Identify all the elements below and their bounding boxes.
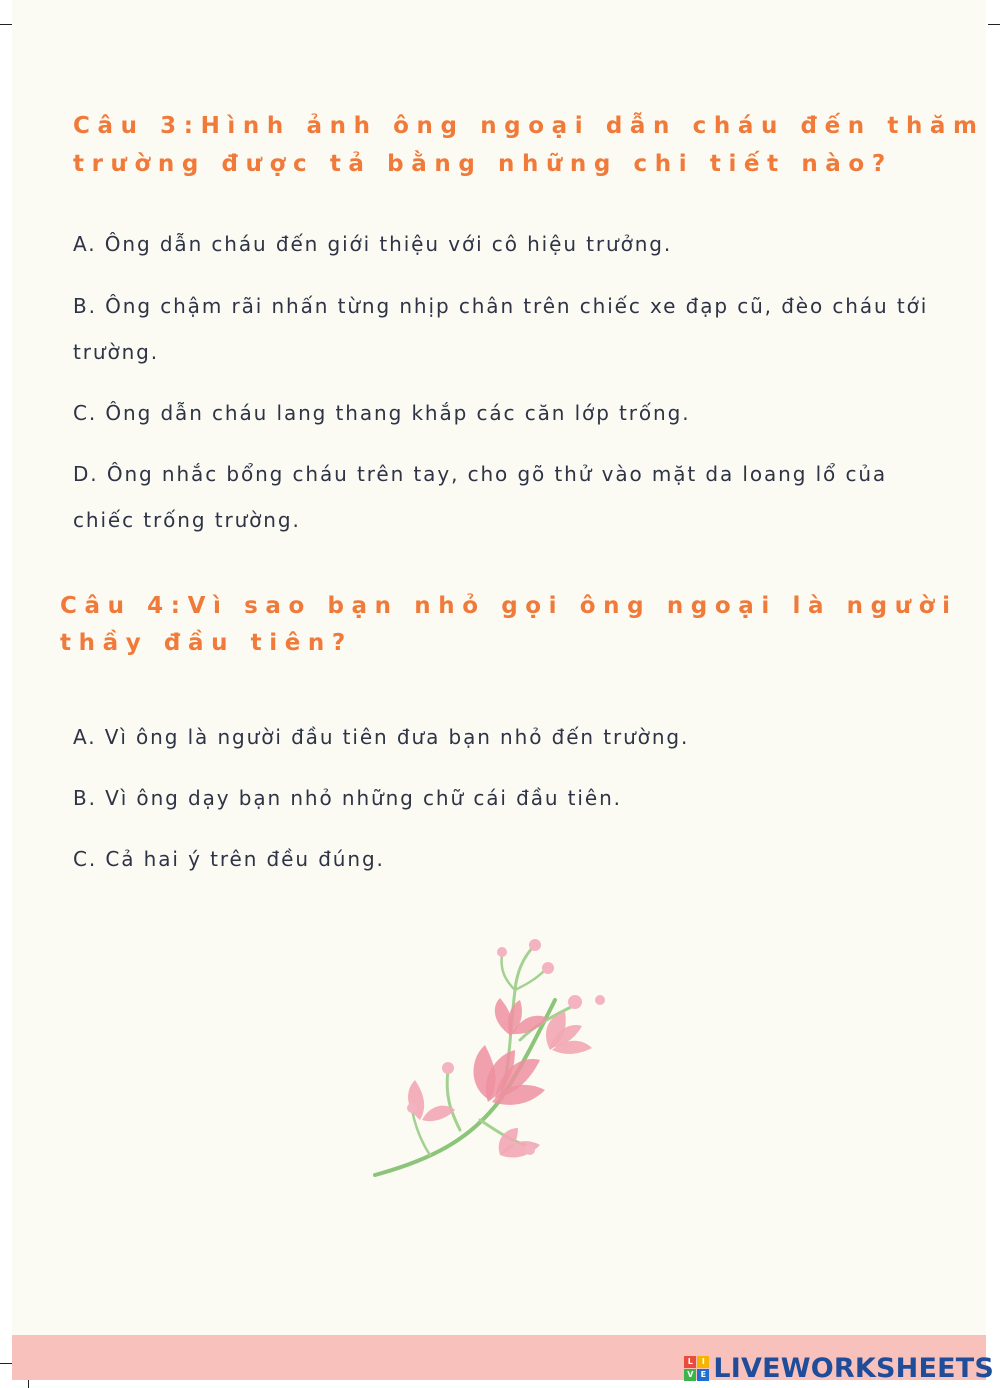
brand-name: LIVEWORKSHEETS [713,1352,994,1384]
question-3-option-d[interactable]: D. Ông nhắc bổng cháu trên tay, cho gõ thử vào mặt da loang lổ của chiếc trống trường. [73,462,888,532]
question-3-option-c[interactable]: C. Ông dẫn cháu lang thang khắp các căn lớp trống. [73,401,691,425]
crop-mark [0,24,12,25]
logo-letter: E [697,1369,709,1381]
logo-letter: L [684,1356,696,1368]
liveworksheets-brand[interactable] [684,1350,994,1386]
crop-mark [0,1363,12,1364]
question-3-title-line2: trường được tả bằng những chi tiết nào? [73,151,893,177]
logo-letter: V [684,1369,696,1381]
crop-mark [988,24,1000,25]
question-3-option-a[interactable]: A. Ông dẫn cháu đến giới thiệu với cô hiệu trưởng. [73,232,673,256]
pink-flower-branch-icon [360,930,620,1185]
question-4-option-c[interactable]: C. Cả hai ý trên đều đúng. [73,847,385,871]
question-4-option-a[interactable]: A. Vì ông là người đầu tiên đưa bạn nhỏ đến trường. [73,725,690,749]
logo-letter: I [697,1356,709,1368]
question-4-title-line2: thầy đầu tiên? [60,630,353,656]
question-3-title-line1: Câu 3:Hình ảnh ông ngoại dẫn cháu đến thăm [73,113,985,139]
question-4-title-line1: Câu 4:Vì sao bạn nhỏ gọi ông ngoại là người [60,593,958,619]
liveworksheets-logo-icon [684,1356,709,1381]
question-3-option-b[interactable]: B. Ông chậm rãi nhấn từng nhịp chân trên chiếc xe đạp cũ, đèo cháu tới trường. [73,294,929,364]
question-4-option-b[interactable]: B. Vì ông dạy bạn nhỏ những chữ cái đầu tiên. [73,786,622,810]
